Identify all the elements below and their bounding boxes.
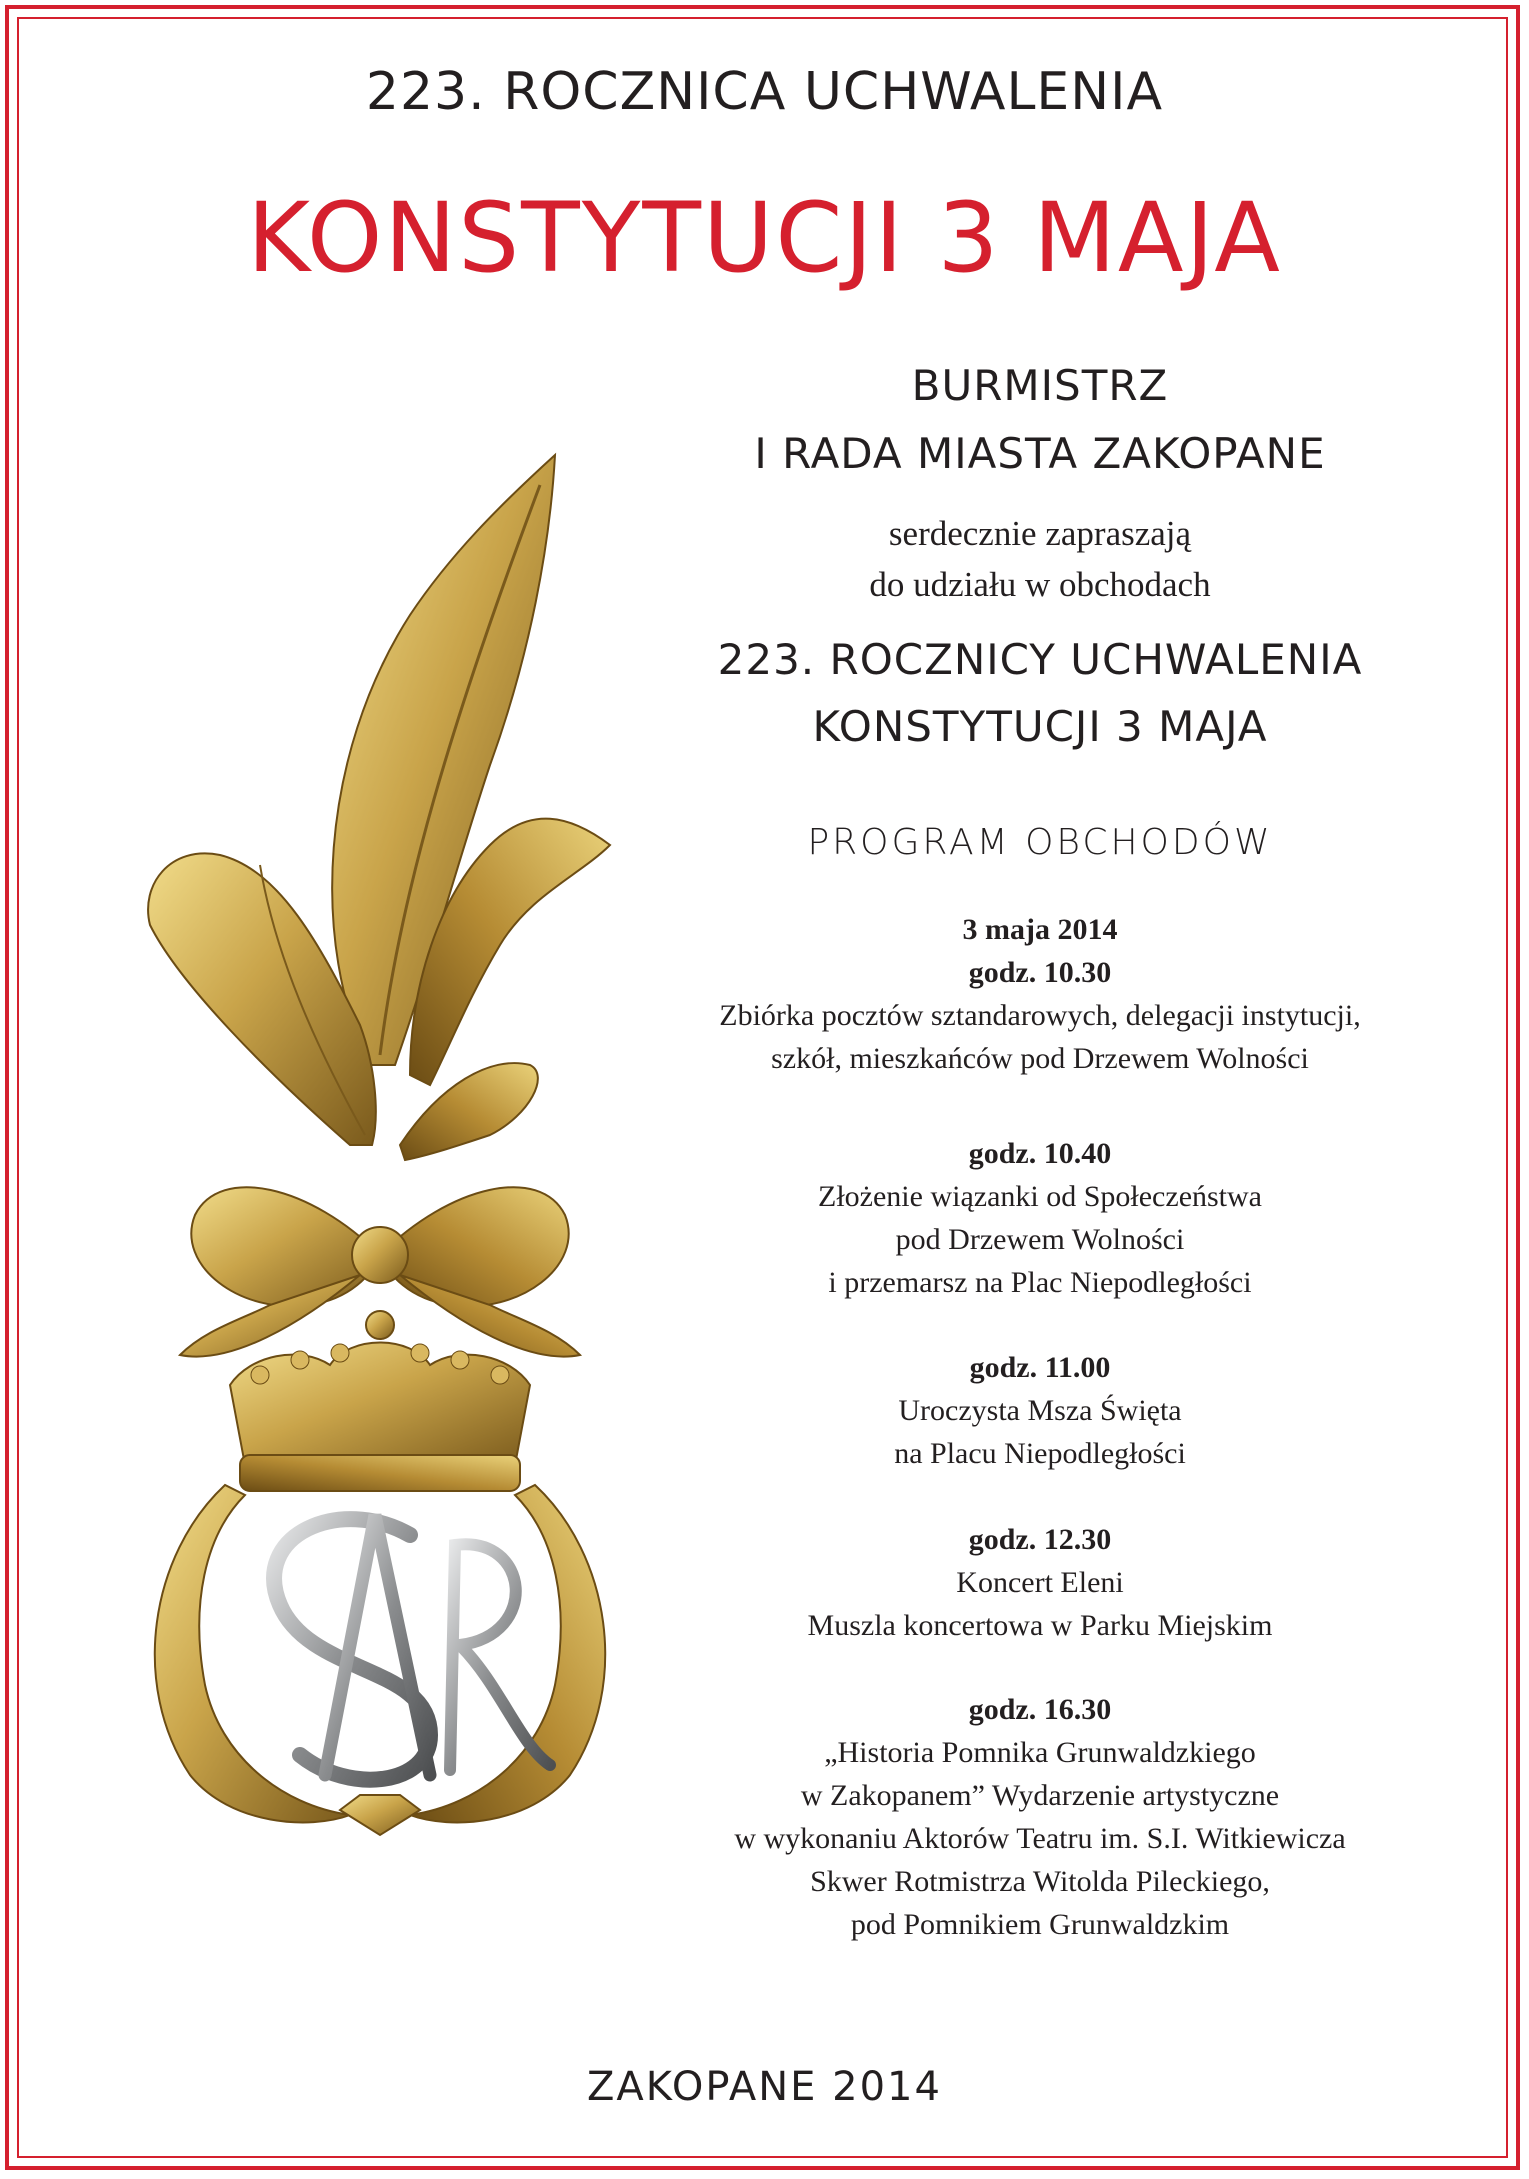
event-time: godz. 16.30 bbox=[968, 1693, 1112, 1726]
event-line: w Zakopanem” Wydarzenie artystyczne bbox=[800, 1779, 1280, 1812]
host-line2: I RADA MIASTA ZAKOPANE bbox=[754, 429, 1326, 478]
event-line: Muszla koncertowa w Parku Miejskim bbox=[807, 1609, 1273, 1642]
event-3 bbox=[600, 1346, 1480, 1475]
event-2 bbox=[600, 1132, 1480, 1304]
event-line: szkół, mieszkańców pod Drzewem Wolności bbox=[771, 1042, 1309, 1075]
event-line: w wykonaniu Aktorów Teatru im. S.I. Witkiewicza bbox=[734, 1822, 1346, 1855]
event-line: Złożenie wiązanki od Społeczeństwa bbox=[818, 1180, 1262, 1213]
event-line: pod Pomnikiem Grunwaldzkim bbox=[850, 1908, 1230, 1941]
host bbox=[600, 352, 1480, 488]
event-line: i przemarsz na Plac Niepodległości bbox=[828, 1266, 1252, 1299]
anniversary-line2: KONSTYTUCJI 3 MAJA bbox=[812, 702, 1268, 751]
event-time: godz. 11.00 bbox=[969, 1351, 1111, 1384]
event-line: Uroczysta Msza Święta bbox=[898, 1394, 1182, 1427]
event-4 bbox=[600, 1518, 1480, 1647]
event-line: Zbiórka pocztów sztandarowych, delegacji instytucji, bbox=[719, 999, 1361, 1032]
host-line1: BURMISTRZ bbox=[911, 361, 1169, 410]
event-line: Skwer Rotmistrza Witolda Pileckiego, bbox=[810, 1865, 1270, 1898]
event-time: godz. 10.30 bbox=[968, 956, 1112, 989]
event-1 bbox=[600, 908, 1480, 1080]
event-line: Koncert Eleni bbox=[956, 1566, 1124, 1599]
event-line: pod Drzewem Wolności bbox=[895, 1223, 1185, 1256]
program-title: PROGRAM OBCHODÓW bbox=[807, 822, 1273, 863]
golden-plume-crown-monogram-icon bbox=[110, 425, 650, 1845]
invitation bbox=[600, 508, 1480, 610]
title-line1: 223. ROCZNICA UCHWALENIA bbox=[365, 62, 1164, 122]
anniversary-line1: 223. ROCZNICY UCHWALENIA bbox=[717, 635, 1363, 684]
title-line2: KONSTYTUCJI 3 MAJA bbox=[247, 182, 1282, 294]
anniversary bbox=[600, 626, 1480, 760]
event-time: godz. 10.40 bbox=[968, 1137, 1112, 1170]
footer: ZAKOPANE 2014 bbox=[587, 2064, 942, 2110]
event-5 bbox=[600, 1688, 1480, 1946]
invite-line1: serdecznie zapraszają bbox=[888, 514, 1192, 553]
event-line: „Historia Pomnika Grunwaldzkiego bbox=[824, 1736, 1256, 1769]
invite-line2: do udziału w obchodach bbox=[869, 565, 1211, 604]
event-time: godz. 12.30 bbox=[968, 1523, 1112, 1556]
event-date: 3 maja 2014 bbox=[962, 913, 1118, 946]
event-line: na Placu Niepodległości bbox=[894, 1437, 1186, 1470]
